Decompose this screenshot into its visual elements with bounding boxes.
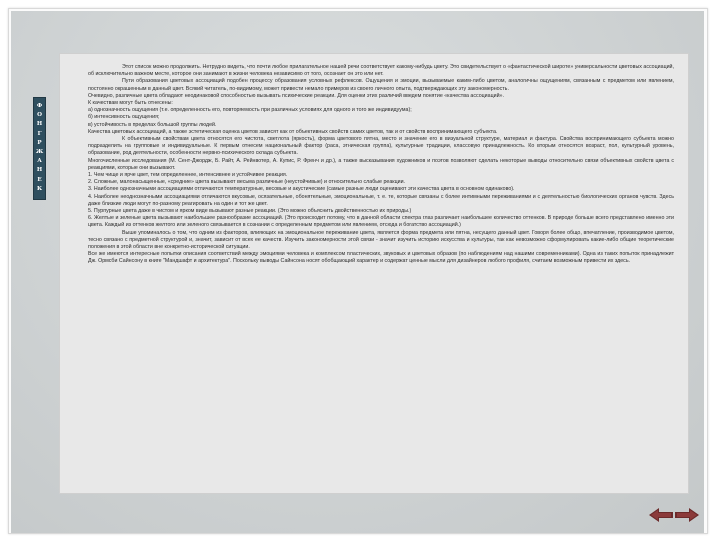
body-paragraph: Все же имеются интересные попытки описания соответствий между эмоциями человека и комплексом пластических, звуковых и цветовых образов (по наблюдениям над нашими современниками). Одна из таких попыток принадлежит Дж. Ормсби Сайнсону в книге "Мандшафт и архитектура". Поскольку выводы Сайнсона носят обобщающий характер и содержат ценные мысли для дизайнеров любого профиля, считаем возможным привести их здесь. xyxy=(88,251,674,265)
side-tab[interactable] xyxy=(33,97,46,200)
body-paragraph: 6. Желтые и зеленые цвета вызывают наибольшее разнообразие ассоциаций. (Это происходит потому, что в данной области спектра глаз различает наибольшее количество оттенков. В природе больше всего представлено именно эти цвета. Каждый из оттенков желтого или зеленого связывается в сознании с определенным предметом или явлением, отсюда и богатство ассоциаций.) xyxy=(88,215,674,229)
body-paragraph: б) интенсивность ощущения; xyxy=(88,114,160,121)
body-paragraph: Многочисленные исследования (М. Сент-Джордж, Б. Райт, А. Рейнвотер, А. Купис, Р. Френч и др.), а также высказывания художников и поэтов позволяют сделать некоторые выводы относительно связи объективных свойств цвета с реакциями, которые они вызывают. xyxy=(88,157,674,171)
body-paragraph: 2. Сложные, малонасыщенные, «средние» цвета вызывают весьма различные (неустойчивые) и относительно слабые реакции. xyxy=(88,179,406,186)
side-tab-letter: Р xyxy=(37,139,42,146)
body-paragraph: К качествам могут быть отнесены: xyxy=(88,100,173,107)
body-paragraph: 5. Пурпурные цвета даже в чистом и ярком виде вызывают разные реакции. (Это можно объяснить двойственностью их природы.) xyxy=(88,208,412,215)
body-paragraph: 1. Чем чище и ярче цвет, тем определеннее, интенсивнее и устойчивее реакция. xyxy=(88,172,288,179)
side-tab-letter: О xyxy=(37,112,42,119)
side-tab-letter: А xyxy=(37,158,42,165)
side-tab-letter: Г xyxy=(37,130,42,137)
body-paragraph: К объективным свойствам цвета относятся его чистота, светлота (яркость), форма цветового пятна, место и значение его в визуальной структуре, материал и фактура. Свойства воспринимающего субъекта можно подразделить на групповые и индивидуальные. К первым отнесем национальный фактор (раса, этническая группа), культурные традиции, классовую принадлежность. Ко вторым относятся возраст, пол, культурный уровень, образование, род деятельности, особенности нервно-психического склада субъекта. xyxy=(88,136,674,157)
body-paragraph: Качества цветовых ассоциаций, а также эстетическая оценка цветов зависят как от объективных свойств самих цветов, так и от свойств воспринимающего субъекта. xyxy=(88,128,498,135)
body-paragraph: в) устойчивость в пределах большой группы людей. xyxy=(88,121,217,128)
body-paragraph: а) однозначность ощущения (т.е. определенность его, повторяемость при различных условиях для одного и того же индивидуума); xyxy=(88,107,412,114)
text-panel xyxy=(59,53,689,494)
body-paragraph: 3. Наиболее однозначными ассоциациями отличаются температурные, весовые и акустические (самые разные люди оценивают эти качества цвета в основном одинаково). xyxy=(88,186,515,193)
body-paragraph: 4. Наиболее неоднозначными ассоциациями отличаются вкусовые, осязательные, обонятельные, эмоциональные, т. е. те, которые связаны с более интимными переживаниями и с деятельностью биологических органов чувств. Здесь даже близкие люди могут по-разному реагировать на один и тот же цвет. xyxy=(88,193,674,207)
body-paragraph: Выше упоминалось о том, что одним из факторов, влияющих на эмоциональное переживание цвета, является форма предмета или пятна, несущего данный цвет. Говоря более общо, впечатление, производимое цветом, тесно связано с предметной структурой и, значит, зависит от всех ее качеств. Изучить закономерности этой связи - значит изучить историю искусства и культуры, так как невозможно сформулировать какие-либо общие теоретические положения в этой области вне конкретно-исторической ситуации. xyxy=(88,229,674,251)
side-tab-letter: Ж xyxy=(35,149,44,156)
side-tab-letter: Ф xyxy=(36,103,43,109)
body-paragraph: Очевидно, различные цвета обладают неодинаковой способностью вызывать психические реакции. Для оценки этих различий введем понятие «качества ассоциаций». xyxy=(88,92,504,99)
side-tab-letter: Н xyxy=(36,121,43,128)
side-tab-letter: Н xyxy=(36,167,43,174)
side-tab-letter: К xyxy=(36,185,43,192)
side-tab-letter: Е xyxy=(37,176,42,183)
forward-arrow-icon[interactable] xyxy=(675,508,699,522)
body-paragraph: Пути образования цветовых ассоциаций подобен процессу образования условных рефлексов. Ощущения и эмоции, вызываемые каким-либо цветом, аналогичны ощущениям, связанным с предметом или явлением, постоянно окрашенным в данный цвет. Всякий читатель, по-видимому, может привести немало примеров из своего личного опыта, подтверждающих эту закономерность. xyxy=(88,78,674,92)
back-arrow-icon[interactable] xyxy=(649,508,673,522)
body-paragraph: Этот список можно продолжить. Нетрудно видеть, что почти любое прилагательное нашей речи соответствует какому-нибудь цвету. Это свидетельствует о «фантастической широте» универсальности цветовых ассоциаций, об исключительно важном месте, которое они занимают в жизни человека независимо от того, осознает он это или нет. xyxy=(88,64,674,78)
